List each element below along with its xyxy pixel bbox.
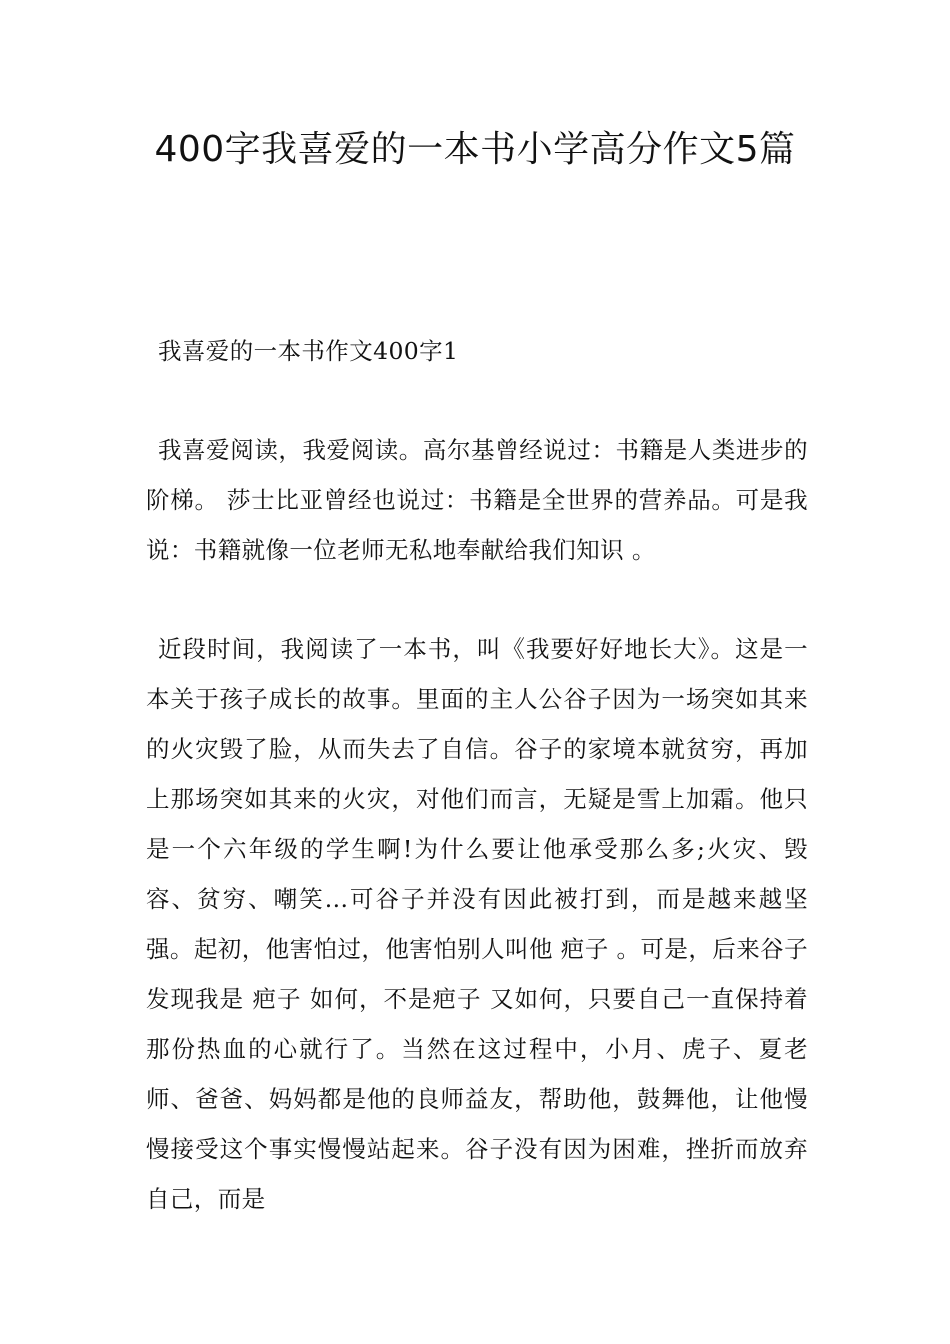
paragraph-1: 我喜爱阅读，我爱阅读。高尔基曾经说过：书籍是人类进步的阶梯。 莎士比亚曾经也说过：书籍是全世界的营养品。可是我说：书籍就像一位老师无私地奉献给我们知识 。: [146, 436, 808, 564]
essay-heading: 我喜爱的一本书作文400字1: [158, 337, 459, 365]
paragraph-2: 近段时间，我阅读了一本书，叫《我要好好地长大》。这是一本关于孩子成长的故事。里面的主人公谷子因为一场突如其来的火灾毁了脸，从而失去了自信。谷子的家境本就贫穷，再加上那场突如其来的火灾，对他们而言，无疑是雪上加霜。他只是一个六年级的学生啊!为什么要让他承受那么多;火灾、毁容、贫穷、嘲笑...可谷子并没有因此被打到，而是越来越坚强。起初，他害怕过，他害怕别人叫他 疤子 。可是，后来谷子发现我是 疤子 如何，不是疤子 又如何，只要自己一直保持着那份热血的心就行了。当然在这过程中，小月、虎子、夏老师、爸爸、妈妈都是他的良师益友，帮助他，鼓舞他，让他慢慢接受这个事实慢慢站起来。谷子没有因为困难，挫折而放弃自己，而是: [146, 635, 808, 1213]
document-title: 400字我喜爱的一本书小学高分作文5篇: [154, 129, 796, 170]
